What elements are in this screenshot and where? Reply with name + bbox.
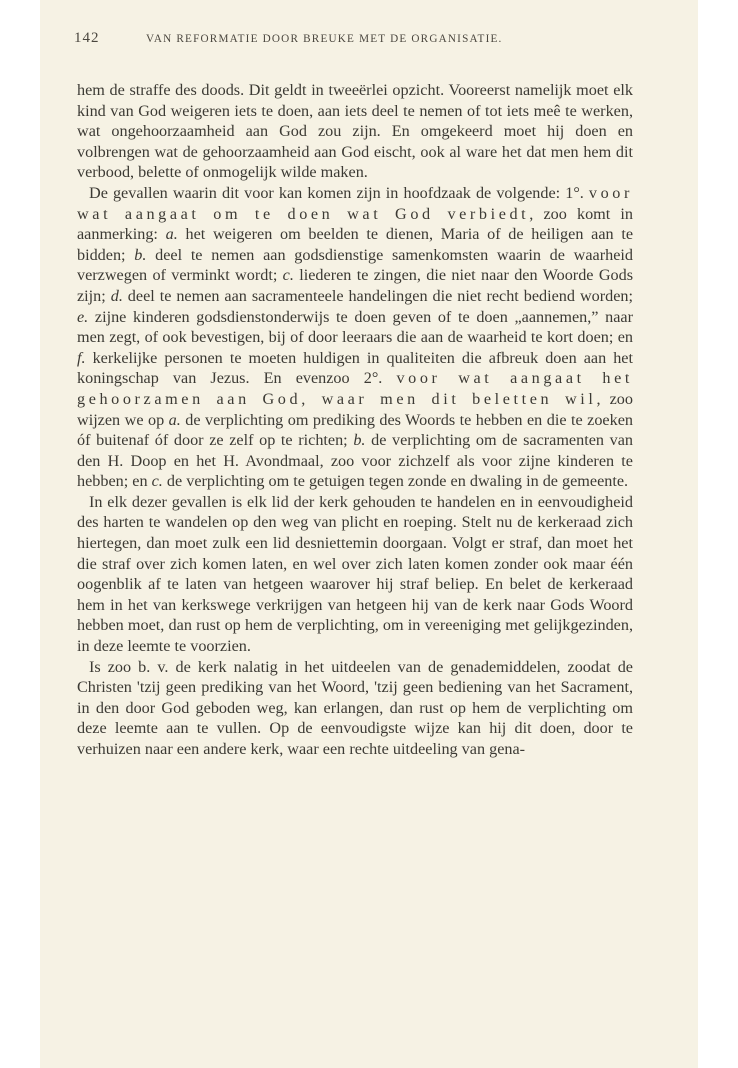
running-title: VAN REFORMATIE DOOR BREUKE MET DE ORGANISATIE. xyxy=(146,33,503,45)
enum-marker: a. xyxy=(165,225,178,244)
spaced-emphasis: voor wat aangaat het gehoorzamen aan God, waar men dit beletten wil xyxy=(77,369,633,408)
paragraph-4 xyxy=(77,657,633,760)
enum-marker: a. xyxy=(168,410,181,429)
text-run: In elk dezer gevallen is elk lid der kerk gehouden te handelen en in eenvoudigheid des harten te wandelen op den weg van plicht en roeping. Stelt nu de kerkeraad zich hiertegen, dan moet zulk een lid desniettemin doorgaan. Volgt er straf, dan moet het die straf over zich komen laten, en wel over zich laten komen zonder ook maar één oogenblik af te laten van hetgeen waarover hij straf beliep. En belet de kerkeraad hem in het van kerkswege verkrijgen van hetgeen hij van de kerk naar Gods Woord hebben moet, dan rust op hem de verplichting, om in vereeniging met gelijkgezinden, in deze leemte te voorzien. xyxy=(77,492,633,656)
text-run: liederen te zingen, die niet naar den Woorde Gods zijn; xyxy=(77,266,633,305)
text-run: Is zoo b. v. de kerk nalatig in het uitdeelen van de genademiddelen, zoodat de Christen 'tzij geen prediking van het Woord, 'tzij geen bediening van het Sacrament, in den door God geboden weg, kan erlangen, dan rust op hem de verplichting om deze leemte aan te vullen. Op de eenvoudigste wijze kan hij dit doen, door te verhuizen naar een andere kerk, waar een rechte uitdeeling van gena- xyxy=(77,657,633,758)
text-run: de verplichting om prediking des Woords te hebben en die te zoeken óf buitenaf óf door ze zelf op te richten; xyxy=(77,410,633,450)
enum-marker: c. xyxy=(282,266,294,285)
page-header xyxy=(74,30,644,54)
paragraph-3 xyxy=(77,492,633,657)
text-run: het weigeren om beelden te dienen, Maria of de heiligen aan te bidden; xyxy=(77,225,633,264)
enum-marker: c. xyxy=(151,472,163,491)
page-number: 142 xyxy=(74,30,100,46)
text-run: zijne kinderen godsdienstonderwijs te doen geven of te doen „aannemen,” naar men zegt, of ook bevestigen, bij of door leeraars die aan de waarheid te kort doen; en xyxy=(77,307,633,347)
paragraph-2 xyxy=(77,183,633,492)
text-run: de verplichting om te getuigen tegen zonde en dwaling in de gemeente. xyxy=(162,472,629,491)
spaced-emphasis: voor wat aangaat om te doen wat God verbiedt xyxy=(77,183,633,223)
text-run: , zoo komt in aanmerking: xyxy=(77,204,633,244)
enum-marker: e. xyxy=(77,307,89,326)
enum-marker: b. xyxy=(353,431,366,450)
text-run: kerkelijke personen te moeten huldigen in qualiteiten die afbreuk doen aan het koningschap van Jezus. En evenzoo 2°. xyxy=(77,348,633,388)
text-run: deel te nemen aan godsdienstige samenkomsten waarin de waarheid verzwegen of verminkt wordt; xyxy=(77,245,633,285)
text-run: hem de straffe des doods. Dit geldt in tweeërlei opzicht. Vooreerst namelijk moet elk kind van God weigeren iets te doen, aan iets deel te nemen of tot iets meê te werken, wat ongehoorzaamheid aan God zou zijn. En omgekeerd moet hij doen en volbrengen wat de gehoorzaamheid aan God eischt, ook al ware het dat men hem dit verbood, belette of onmogelijk wilde maken. xyxy=(77,81,633,182)
text-run: , zoo wijzen we op xyxy=(77,389,633,429)
text-run: deel te nemen aan sacramenteele handelingen die niet recht bediend worden; xyxy=(122,286,633,305)
text-run: de verplichting om de sacramenten van den H. Doop en het H. Avondmaal, zoo voor zichzelf als voor zijne kinderen te hebben; en xyxy=(77,431,633,491)
text-run: De gevallen waarin dit voor kan komen zijn in hoofdzaak de volgende: 1°. xyxy=(89,183,589,202)
paragraph-1 xyxy=(77,80,633,183)
enum-marker: f. xyxy=(77,348,86,367)
enum-marker: b. xyxy=(134,245,147,264)
enum-marker: d. xyxy=(110,286,123,305)
body-text xyxy=(77,80,633,760)
